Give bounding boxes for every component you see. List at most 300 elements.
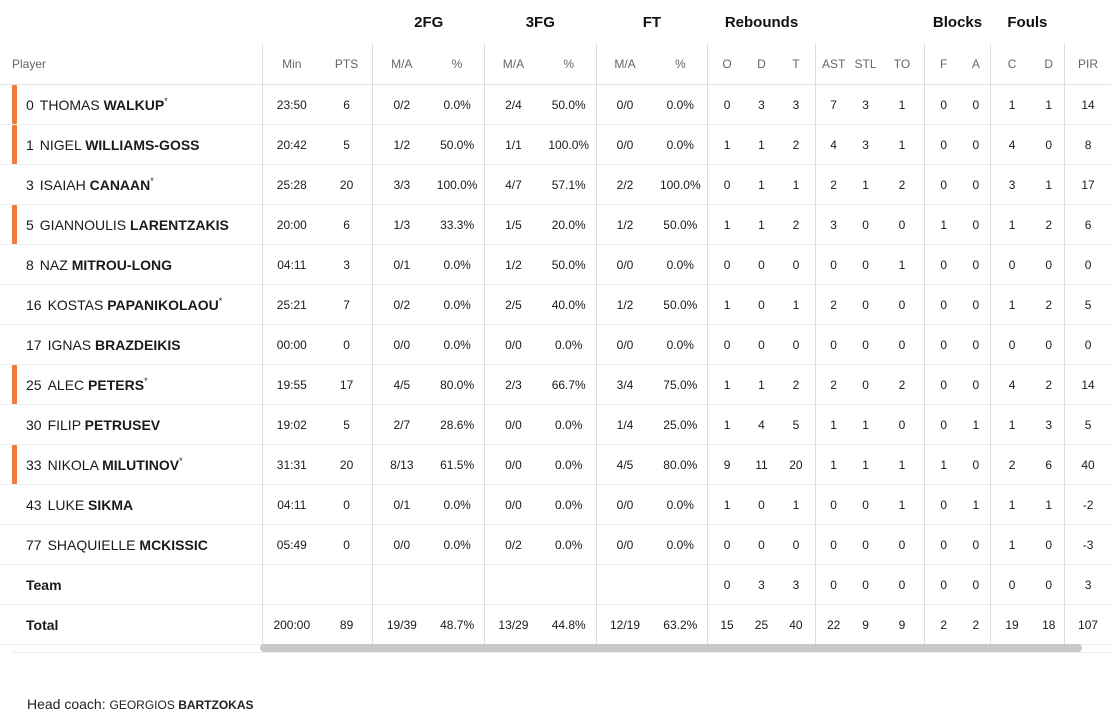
table-row [0, 365, 1111, 405]
player-number: 25 [26, 376, 42, 393]
stat-ast: 3 [815, 205, 851, 245]
stat-2fg-pct: 33.3% [430, 205, 484, 245]
player-cell[interactable] [0, 165, 262, 205]
total-foul-d: 18 [1033, 605, 1064, 645]
player-number: 8 [26, 256, 34, 273]
stat-ast: 4 [815, 125, 851, 165]
table-row [0, 245, 1111, 285]
stat-ast: 0 [815, 325, 851, 365]
head-coach-first: GEORGIOS [109, 698, 175, 712]
group-rebounds: Rebounds [724, 13, 799, 31]
stat-3fg-pct: 40.0% [542, 285, 596, 325]
stat-min: 04:11 [262, 245, 320, 285]
stat-reb-t: 2 [777, 205, 815, 245]
stat-pts: 20 [321, 445, 373, 485]
stat-blk-a: 1 [962, 405, 990, 445]
group-fouls: Fouls [1007, 13, 1048, 31]
player-last-name: MILUTINOV [102, 456, 180, 473]
stat-blk-f: 0 [925, 525, 962, 565]
stat-pir: 14 [1065, 85, 1111, 125]
stat-reb-o: 0 [708, 525, 746, 565]
col-ft-pct[interactable]: % [653, 44, 707, 85]
player-first-name: ISAIAH [39, 176, 86, 193]
stat-ft: 0/0 [596, 485, 653, 525]
player-cell[interactable] [0, 365, 262, 405]
player-marker: * [164, 95, 168, 106]
stat-3fg: 1/5 [485, 205, 542, 245]
stat-foul-d: 3 [1033, 405, 1064, 445]
stat-ft-pct: 50.0% [653, 205, 707, 245]
player-first-name: LUKE [47, 496, 85, 513]
team-to: 0 [880, 565, 925, 605]
stat-ft: 4/5 [596, 445, 653, 485]
horizontal-scrollbar[interactable] [260, 644, 1082, 652]
stat-reb-d: 11 [746, 445, 777, 485]
stat-min: 25:21 [262, 285, 320, 325]
stat-3fg: 2/5 [485, 285, 542, 325]
stat-stl: 0 [851, 485, 879, 525]
col-2fg-pct[interactable]: % [430, 44, 484, 85]
stat-stl: 3 [851, 125, 879, 165]
player-cell[interactable] [0, 85, 262, 125]
stat-to: 1 [880, 125, 925, 165]
stat-stl: 0 [851, 245, 879, 285]
stat-to: 1 [880, 485, 925, 525]
team-label: Team [26, 576, 62, 593]
player-last-name: PAPANIKOLAOU [107, 296, 219, 313]
stat-foul-d: 0 [1033, 525, 1064, 565]
col-blk-a[interactable]: A [962, 44, 990, 85]
stat-ast: 2 [815, 165, 851, 205]
stat-reb-d: 3 [746, 85, 777, 125]
table-row [0, 165, 1111, 205]
stat-reb-t: 20 [777, 445, 815, 485]
stat-min: 20:00 [262, 205, 320, 245]
stat-foul-c: 1 [990, 205, 1033, 245]
stat-2fg: 0/2 [373, 285, 430, 325]
stat-reb-o: 1 [708, 205, 746, 245]
total-pts: 89 [321, 605, 373, 645]
stat-ft: 0/0 [596, 525, 653, 565]
stat-reb-o: 1 [708, 285, 746, 325]
stat-2fg: 0/1 [373, 485, 430, 525]
player-last-name: PETERS [88, 376, 145, 393]
stat-ast: 0 [815, 525, 851, 565]
stat-3fg: 1/1 [485, 125, 542, 165]
stat-ft: 3/4 [596, 365, 653, 405]
stat-blk-a: 0 [962, 365, 990, 405]
starter-marker [12, 365, 17, 404]
stat-2fg-pct: 50.0% [430, 125, 484, 165]
player-number: 43 [26, 496, 42, 513]
stat-stl: 1 [851, 165, 879, 205]
team-reb-t: 3 [777, 565, 815, 605]
col-3fg-pct[interactable]: % [542, 44, 596, 85]
table-row [0, 285, 1111, 325]
stat-pir: 40 [1065, 445, 1111, 485]
stat-3fg: 0/0 [485, 485, 542, 525]
stat-ft-pct: 100.0% [653, 165, 707, 205]
stat-3fg-pct: 20.0% [542, 205, 596, 245]
total-pir: 107 [1065, 605, 1111, 645]
stat-stl: 0 [851, 365, 879, 405]
starter-marker [12, 85, 17, 124]
col-reb-t[interactable]: T [777, 44, 815, 85]
total-2fg: 19/39 [373, 605, 430, 645]
col-foul-c[interactable]: C [990, 44, 1033, 85]
player-number: 16 [26, 296, 42, 313]
stat-ft-pct: 0.0% [653, 125, 707, 165]
stat-3fg: 4/7 [485, 165, 542, 205]
stat-ft-pct: 0.0% [653, 325, 707, 365]
group-blocks: Blocks [932, 13, 983, 31]
stat-reb-t: 1 [777, 485, 815, 525]
stat-pts: 6 [321, 205, 373, 245]
stat-blk-f: 0 [925, 245, 962, 285]
stat-foul-c: 0 [990, 325, 1033, 365]
table-row [0, 405, 1111, 445]
stat-2fg-pct: 28.6% [430, 405, 484, 445]
stat-3fg-pct: 50.0% [542, 245, 596, 285]
player-cell[interactable] [0, 445, 262, 485]
stat-2fg: 0/1 [373, 245, 430, 285]
stat-ast: 0 [815, 485, 851, 525]
stat-pir: 6 [1065, 205, 1111, 245]
player-number: 30 [26, 416, 42, 433]
stat-reb-d: 0 [746, 485, 777, 525]
total-blk-a: 2 [962, 605, 990, 645]
stat-foul-c: 1 [990, 525, 1033, 565]
stat-2fg: 3/3 [373, 165, 430, 205]
starter-marker [12, 125, 17, 164]
total-reb-o: 15 [708, 605, 746, 645]
total-min: 200:00 [262, 605, 320, 645]
stat-pts: 20 [321, 165, 373, 205]
total-ft: 12/19 [596, 605, 653, 645]
stat-3fg-pct: 0.0% [542, 485, 596, 525]
col-foul-d[interactable]: D [1033, 44, 1064, 85]
stat-3fg: 0/2 [485, 525, 542, 565]
player-first-name: NIGEL [39, 136, 82, 153]
stat-min: 00:00 [262, 325, 320, 365]
stat-stl: 1 [851, 445, 879, 485]
stat-3fg-pct: 0.0% [542, 445, 596, 485]
stat-blk-a: 0 [962, 445, 990, 485]
stat-2fg: 1/2 [373, 125, 430, 165]
stat-ft-pct: 0.0% [653, 245, 707, 285]
stat-ft: 1/2 [596, 205, 653, 245]
stat-ft: 1/4 [596, 405, 653, 445]
player-cell[interactable] [0, 285, 262, 325]
stat-3fg-pct: 50.0% [542, 85, 596, 125]
player-number: 3 [26, 176, 34, 193]
total-reb-d: 25 [746, 605, 777, 645]
col-ft-ma[interactable]: M/A [596, 44, 653, 85]
team-pir: 3 [1065, 565, 1111, 605]
stat-pts: 0 [321, 485, 373, 525]
stat-blk-a: 0 [962, 285, 990, 325]
team-foul-d: 0 [1033, 565, 1064, 605]
total-2fg-pct: 48.7% [430, 605, 484, 645]
stat-foul-d: 1 [1033, 485, 1064, 525]
team-stl: 0 [851, 565, 879, 605]
player-cell[interactable] [0, 485, 262, 525]
player-last-name: PETRUSEV [84, 416, 161, 433]
stat-2fg: 0/2 [373, 85, 430, 125]
stat-reb-o: 0 [708, 245, 746, 285]
stat-reb-t: 3 [777, 85, 815, 125]
stat-2fg-pct: 0.0% [430, 485, 484, 525]
player-cell[interactable] [0, 405, 262, 445]
stat-3fg-pct: 0.0% [542, 405, 596, 445]
stat-reb-d: 1 [746, 165, 777, 205]
stat-reb-t: 5 [777, 405, 815, 445]
table-row [0, 85, 1111, 125]
team-reb-o: 0 [708, 565, 746, 605]
stat-reb-d: 0 [746, 525, 777, 565]
stat-pts: 6 [321, 85, 373, 125]
stat-2fg-pct: 0.0% [430, 85, 484, 125]
total-row [0, 605, 1111, 645]
stat-reb-t: 0 [777, 325, 815, 365]
stat-pir: 5 [1065, 285, 1111, 325]
stat-blk-f: 0 [925, 365, 962, 405]
total-blk-f: 2 [925, 605, 962, 645]
stat-min: 19:55 [262, 365, 320, 405]
stat-reb-d: 0 [746, 325, 777, 365]
stat-foul-d: 0 [1033, 125, 1064, 165]
team-blk-f: 0 [925, 565, 962, 605]
stat-foul-d: 1 [1033, 165, 1064, 205]
stat-to: 1 [880, 245, 925, 285]
stat-3fg: 2/4 [485, 85, 542, 125]
stat-3fg-pct: 57.1% [542, 165, 596, 205]
player-last-name: MITROU-LONG [71, 256, 173, 273]
stat-ft: 0/0 [596, 85, 653, 125]
stat-ast: 2 [815, 365, 851, 405]
player-number: 0 [26, 96, 34, 113]
stat-ft-pct: 80.0% [653, 445, 707, 485]
stat-foul-c: 4 [990, 365, 1033, 405]
stat-3fg: 0/0 [485, 445, 542, 485]
stat-3fg: 0/0 [485, 325, 542, 365]
stat-2fg-pct: 0.0% [430, 245, 484, 285]
player-first-name: THOMAS [39, 96, 100, 113]
stat-2fg: 0/0 [373, 525, 430, 565]
player-cell[interactable] [0, 125, 262, 165]
player-number: 1 [26, 136, 34, 153]
stat-ast: 1 [815, 405, 851, 445]
stat-blk-f: 0 [925, 85, 962, 125]
stat-foul-d: 2 [1033, 365, 1064, 405]
stat-reb-t: 1 [777, 285, 815, 325]
stat-3fg-pct: 66.7% [542, 365, 596, 405]
stat-2fg-pct: 0.0% [430, 285, 484, 325]
stat-reb-d: 1 [746, 365, 777, 405]
total-to: 9 [880, 605, 925, 645]
starter-marker [12, 445, 17, 484]
stat-reb-o: 1 [708, 125, 746, 165]
total-label: Total [26, 616, 59, 633]
player-first-name: IGNAS [47, 336, 92, 353]
stat-foul-c: 4 [990, 125, 1033, 165]
stat-foul-c: 1 [990, 285, 1033, 325]
stat-blk-f: 0 [925, 325, 962, 365]
starter-marker [12, 205, 17, 244]
stat-min: 04:11 [262, 485, 320, 525]
player-first-name: NAZ [39, 256, 68, 273]
player-last-name: WILLIAMS-GOSS [85, 136, 200, 153]
stat-ft: 0/0 [596, 245, 653, 285]
stat-pts: 5 [321, 125, 373, 165]
stat-to: 2 [880, 165, 925, 205]
stat-pir: 8 [1065, 125, 1111, 165]
stat-blk-a: 0 [962, 525, 990, 565]
stat-reb-o: 1 [708, 405, 746, 445]
head-coach-last: BARTZOKAS [178, 698, 254, 712]
stat-reb-o: 1 [708, 365, 746, 405]
stat-ft-pct: 75.0% [653, 365, 707, 405]
player-marker: * [179, 455, 183, 466]
stat-reb-t: 2 [777, 125, 815, 165]
player-first-name: SHAQUIELLE [47, 536, 136, 553]
player-first-name: ALEC [47, 376, 85, 393]
stat-reb-d: 4 [746, 405, 777, 445]
stat-foul-c: 1 [990, 485, 1033, 525]
player-first-name: KOSTAS [47, 296, 104, 313]
player-marker: * [218, 295, 223, 306]
player-number: 17 [26, 336, 42, 353]
col-stl[interactable]: STL [851, 44, 879, 85]
total-reb-t: 40 [777, 605, 815, 645]
stat-blk-a: 0 [962, 205, 990, 245]
stat-blk-f: 0 [925, 285, 962, 325]
stat-pts: 17 [321, 365, 373, 405]
stat-reb-d: 0 [746, 285, 777, 325]
table-row [0, 445, 1111, 485]
stat-3fg: 2/3 [485, 365, 542, 405]
stat-2fg-pct: 61.5% [430, 445, 484, 485]
col-3fg-ma[interactable]: M/A [485, 44, 542, 85]
stat-blk-f: 1 [925, 205, 962, 245]
team-blk-a: 0 [962, 565, 990, 605]
stat-to: 0 [880, 525, 925, 565]
stat-foul-c: 0 [990, 245, 1033, 285]
col-ast[interactable]: AST [815, 44, 851, 85]
head-coach [27, 696, 254, 712]
table-row [0, 205, 1111, 245]
player-first-name: NIKOLA [47, 456, 99, 473]
stat-reb-d: 1 [746, 125, 777, 165]
stat-blk-f: 0 [925, 485, 962, 525]
col-pts[interactable]: PTS [321, 44, 373, 85]
stat-3fg: 1/2 [485, 245, 542, 285]
group-3fg: 3FG [525, 13, 555, 31]
stat-2fg: 4/5 [373, 365, 430, 405]
table-row [0, 525, 1111, 565]
stat-pts: 0 [321, 325, 373, 365]
stat-pts: 7 [321, 285, 373, 325]
stat-reb-o: 9 [708, 445, 746, 485]
stat-2fg-pct: 0.0% [430, 325, 484, 365]
stat-3fg-pct: 100.0% [542, 125, 596, 165]
stat-ft: 1/2 [596, 285, 653, 325]
stat-2fg-pct: 80.0% [430, 365, 484, 405]
col-pir[interactable]: PIR [1065, 44, 1111, 85]
player-number: 77 [26, 536, 42, 553]
player-cell[interactable] [0, 205, 262, 245]
stat-reb-o: 1 [708, 485, 746, 525]
stat-pir: 14 [1065, 365, 1111, 405]
stat-pir: 0 [1065, 245, 1111, 285]
table-row [0, 485, 1111, 525]
player-first-name: GIANNOULIS [39, 216, 127, 233]
stat-ast: 1 [815, 445, 851, 485]
col-player[interactable]: Player [0, 44, 262, 85]
stat-reb-o: 0 [708, 325, 746, 365]
player-first-name: FILIP [47, 416, 81, 433]
col-2fg-ma[interactable]: M/A [373, 44, 430, 85]
stat-stl: 0 [851, 525, 879, 565]
stat-pir: 0 [1065, 325, 1111, 365]
col-blk-f[interactable]: F [925, 44, 962, 85]
stat-pir: -3 [1065, 525, 1111, 565]
stat-ft: 0/0 [596, 125, 653, 165]
player-cell[interactable] [0, 525, 262, 565]
stat-foul-c: 1 [990, 405, 1033, 445]
stat-reb-o: 0 [708, 165, 746, 205]
stat-min: 31:31 [262, 445, 320, 485]
player-last-name: WALKUP [103, 96, 165, 113]
stat-3fg-pct: 0.0% [542, 525, 596, 565]
player-last-name: CANAAN [89, 176, 151, 193]
stat-pir: 5 [1065, 405, 1111, 445]
stat-to: 1 [880, 445, 925, 485]
team-reb-d: 3 [746, 565, 777, 605]
total-3fg: 13/29 [485, 605, 542, 645]
stat-reb-t: 0 [777, 525, 815, 565]
stat-min: 05:49 [262, 525, 320, 565]
stat-3fg-pct: 0.0% [542, 325, 596, 365]
player-cell[interactable] [0, 325, 262, 365]
col-to[interactable]: TO [880, 44, 925, 85]
stat-pts: 5 [321, 405, 373, 445]
stat-2fg: 8/13 [373, 445, 430, 485]
col-min[interactable]: Min [262, 44, 320, 85]
col-reb-d[interactable]: D [746, 44, 777, 85]
stat-ft-pct: 0.0% [653, 85, 707, 125]
player-last-name: MCKISSIC [139, 536, 208, 553]
stat-blk-f: 0 [925, 125, 962, 165]
total-foul-c: 19 [990, 605, 1033, 645]
stat-foul-d: 0 [1033, 245, 1064, 285]
col-reb-o[interactable]: O [708, 44, 746, 85]
stat-stl: 3 [851, 85, 879, 125]
stat-2fg: 2/7 [373, 405, 430, 445]
stat-ft: 2/2 [596, 165, 653, 205]
stat-ft-pct: 0.0% [653, 485, 707, 525]
stat-stl: 0 [851, 285, 879, 325]
stat-blk-a: 0 [962, 245, 990, 285]
stat-ft-pct: 0.0% [653, 525, 707, 565]
stat-2fg: 0/0 [373, 325, 430, 365]
stat-to: 0 [880, 205, 925, 245]
stat-stl: 0 [851, 205, 879, 245]
divider [12, 652, 1111, 653]
player-cell[interactable] [0, 245, 262, 285]
stat-blk-a: 0 [962, 165, 990, 205]
player-marker: * [144, 375, 148, 386]
